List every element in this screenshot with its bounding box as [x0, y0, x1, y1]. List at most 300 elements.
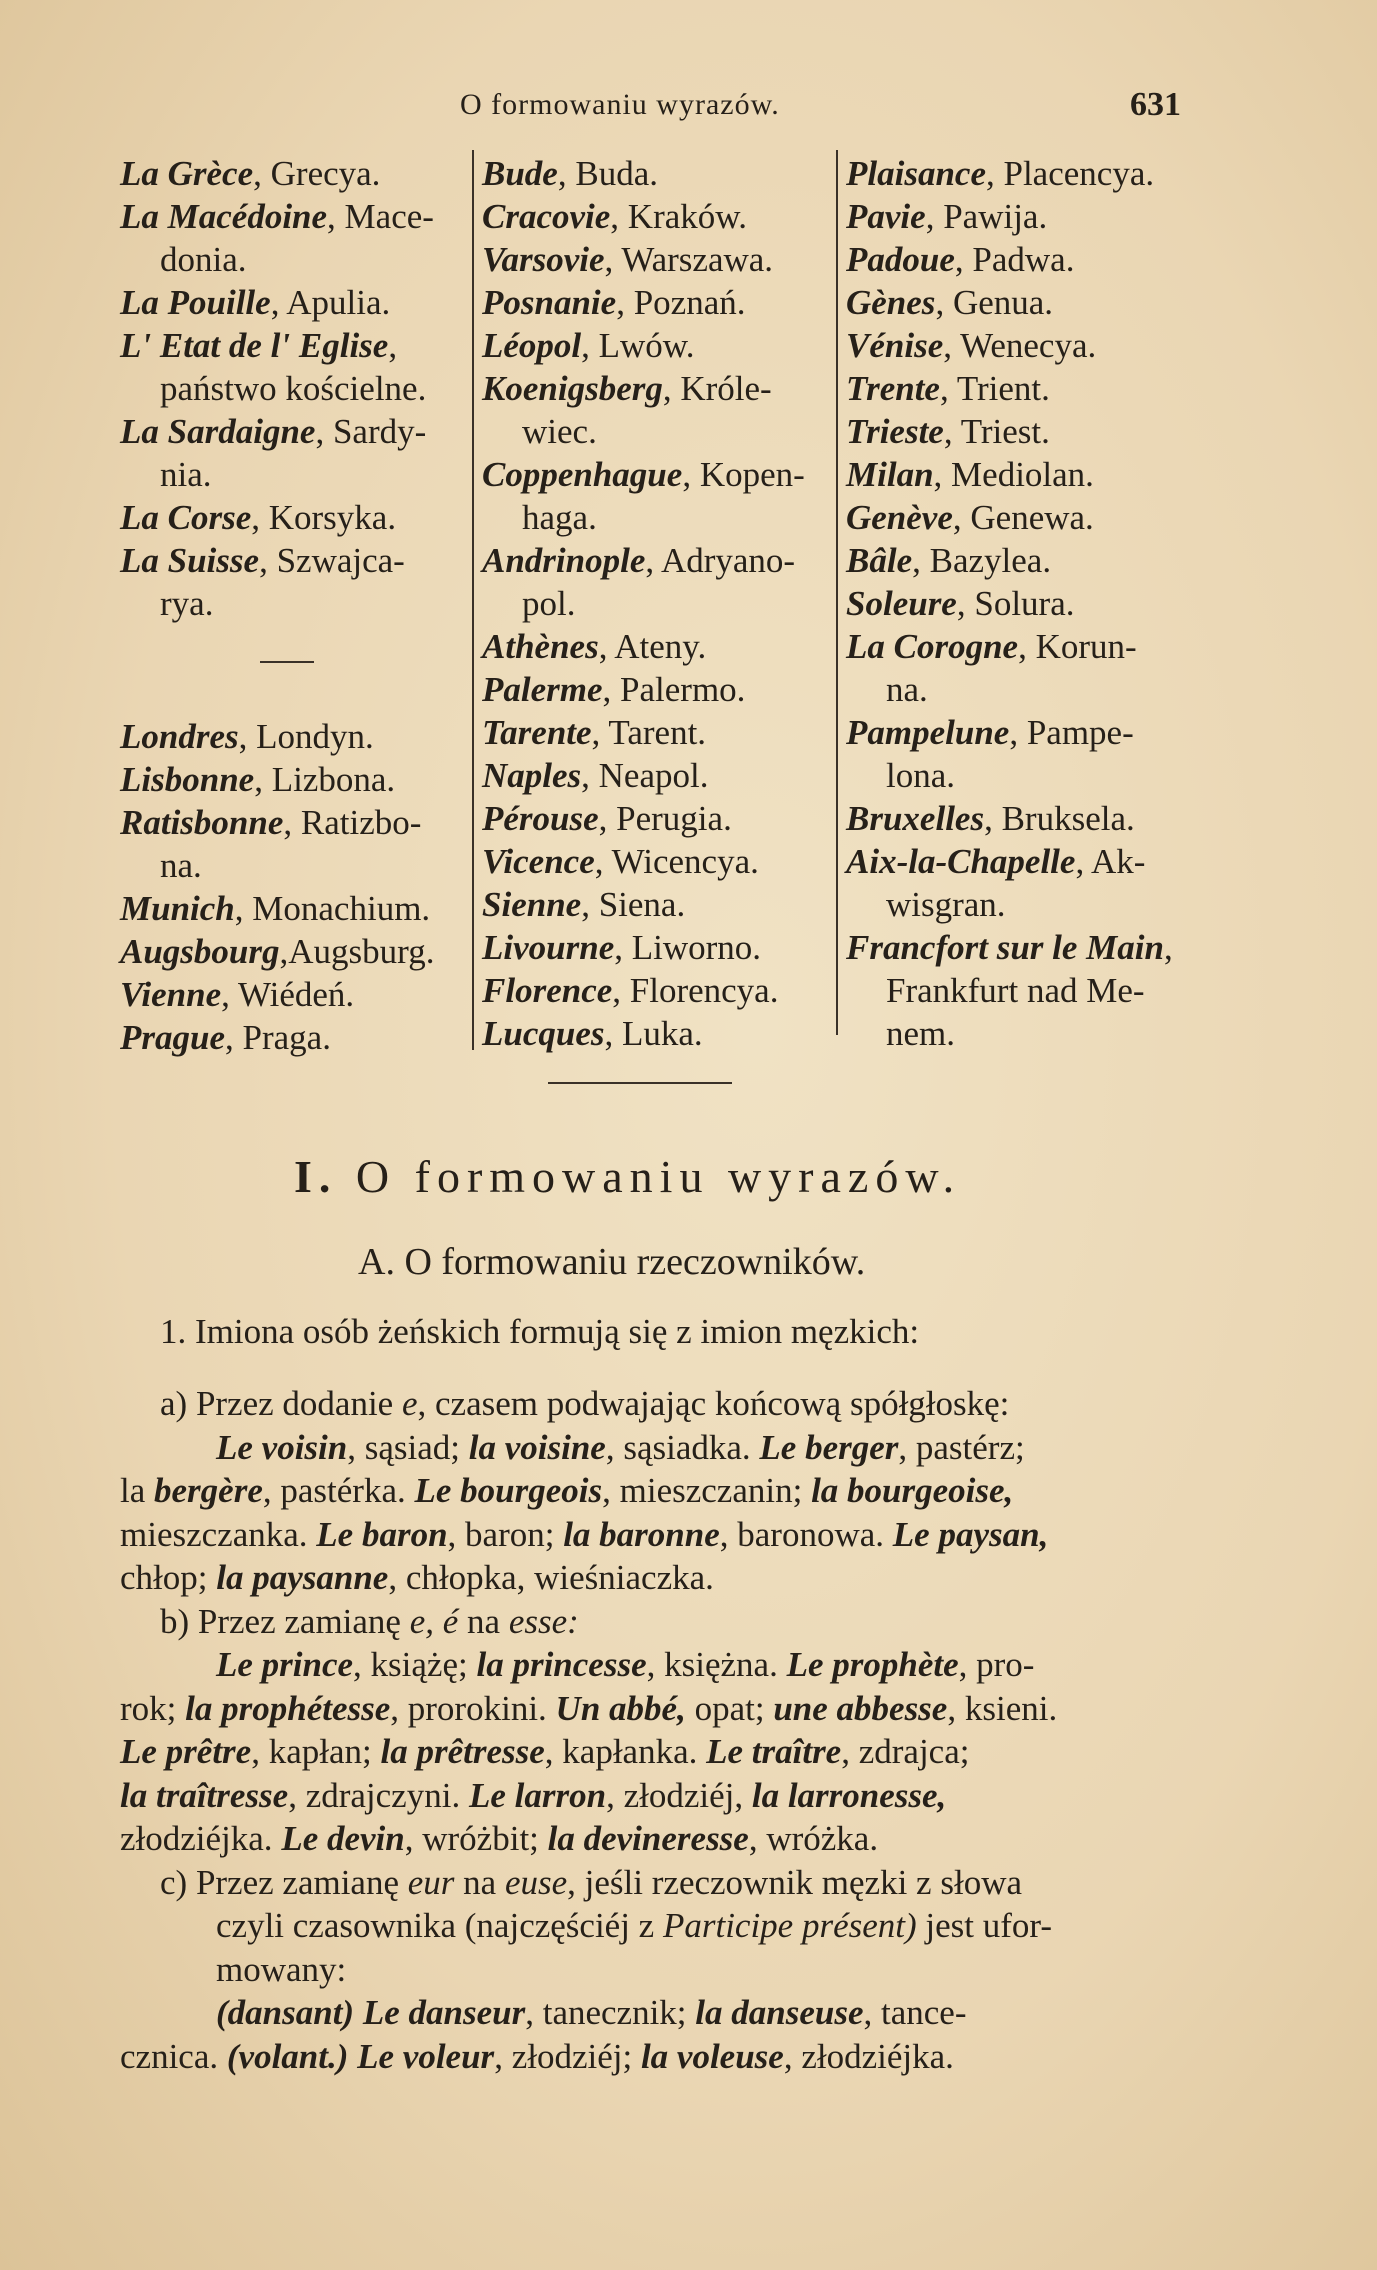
french-name: Aix-la-Chapelle — [846, 842, 1076, 881]
french-term: la danseuse — [695, 1993, 864, 2032]
polish-text: , prorokini. — [390, 1688, 556, 1728]
place-entry — [846, 453, 1196, 496]
entry-line — [482, 539, 834, 582]
place-entry — [120, 324, 460, 410]
entry-line — [846, 496, 1196, 539]
place-entry — [846, 324, 1196, 367]
polish-name: , Korsyka. — [251, 498, 397, 537]
column-divider — [836, 150, 838, 1035]
polish-name: , Lwów. — [581, 326, 695, 365]
french-term: Le paysan, — [892, 1514, 1049, 1554]
place-entry — [482, 969, 834, 1012]
entry-line — [120, 801, 460, 844]
place-entry — [120, 1016, 460, 1059]
french-name: Cracovie — [482, 197, 611, 236]
text-line — [120, 1469, 1200, 1513]
polish-name-continued: donia. — [160, 240, 247, 279]
french-term: Le devin — [281, 1819, 405, 1858]
polish-name-continued: nia. — [160, 455, 212, 494]
text-line — [120, 1991, 1200, 2035]
text-line — [120, 1948, 1200, 1992]
place-entry — [846, 195, 1196, 238]
place-entry — [846, 582, 1196, 625]
entry-line — [482, 324, 834, 367]
french-term: eur — [407, 1862, 455, 1902]
entry-line — [120, 539, 460, 582]
entry-line — [846, 367, 1196, 410]
place-entry — [482, 883, 834, 926]
polish-text: , pastérz; — [898, 1427, 1025, 1467]
entry-line — [482, 969, 834, 1012]
french-name: Plaisance — [846, 154, 986, 193]
polish-name: , Bruksela. — [984, 799, 1135, 838]
french-term: Le baron — [316, 1514, 448, 1554]
polish-text: opat; — [685, 1688, 774, 1728]
entry-line — [482, 367, 834, 410]
text-line — [120, 1774, 1200, 1818]
french-term: la prophétesse — [185, 1688, 391, 1728]
entry-line — [846, 711, 1196, 754]
section-separator — [548, 1082, 732, 1084]
entry-line — [120, 410, 460, 453]
polish-name-continued: haga. — [522, 498, 597, 537]
rule-b-heading — [120, 1600, 1200, 1644]
polish-name: , Praga. — [225, 1018, 331, 1057]
entry-line — [482, 926, 834, 969]
polish-name: , Tarent. — [591, 713, 707, 752]
polish-name: , Pawija. — [925, 197, 1048, 236]
french-name: La Suisse — [120, 541, 260, 580]
running-header: O formowaniu wyrazów. — [460, 88, 780, 121]
place-entry — [846, 367, 1196, 410]
polish-name-continued: państwo kościelne. — [160, 369, 427, 408]
polish-text: czyli czasownika (najczęściéj z — [216, 1906, 663, 1945]
polish-text: , złodziéj; — [494, 2036, 641, 2076]
polish-text: mieszczanka. — [120, 1514, 317, 1554]
text-line — [120, 1600, 1200, 1644]
place-entry — [482, 238, 834, 281]
french-name: Coppenhague — [482, 455, 683, 494]
french-term: Le larron — [468, 1775, 607, 1815]
french-name: Trieste — [846, 412, 944, 451]
polish-text: złodziéjka. — [120, 1819, 282, 1858]
french-name: Soleure — [846, 584, 957, 623]
french-name: Genève — [846, 498, 953, 537]
french-name: Gènes — [846, 283, 936, 322]
french-term: Le bourgeois — [414, 1471, 603, 1510]
french-name: La Grèce — [120, 154, 254, 193]
polish-name-continued: wiec. — [522, 412, 597, 451]
polish-name-continued: lona. — [886, 756, 956, 795]
french-name: Francfort sur le Main — [846, 928, 1164, 967]
polish-text: , baronowa. — [719, 1514, 893, 1554]
french-name: Ratisbonne — [120, 803, 284, 842]
french-name: La Sardaigne — [120, 412, 316, 451]
entry-line — [482, 840, 834, 883]
place-entry — [120, 973, 460, 1016]
place-entry — [120, 887, 460, 930]
polish-text: na — [454, 1862, 505, 1902]
place-entry — [846, 711, 1196, 797]
entry-line — [120, 496, 460, 539]
polish-text: , zdrajczyni. — [288, 1775, 469, 1815]
french-term: la baronne — [563, 1514, 720, 1554]
polish-name: , Kopen- — [682, 455, 805, 494]
french-name: Livourne — [482, 928, 615, 967]
french-name: Lisbonne — [120, 760, 255, 799]
french-name: La Macédoine — [120, 197, 328, 236]
polish-name: , Ak- — [1075, 842, 1146, 881]
french-name: Naples — [482, 756, 582, 795]
entry-line — [846, 539, 1196, 582]
polish-name: , Pampe- — [1009, 713, 1134, 752]
french-term: e, é — [409, 1601, 459, 1641]
place-entry — [846, 797, 1196, 840]
polish-text: , złodziéj, — [606, 1775, 752, 1815]
entry-line — [846, 152, 1196, 195]
polish-text: , złodziéjka. — [783, 2036, 954, 2076]
entry-line — [846, 582, 1196, 625]
polish-text: , mieszczanin; — [602, 1471, 812, 1510]
polish-name: , Monachium. — [234, 889, 431, 928]
polish-name: , Adryano- — [645, 541, 796, 580]
entry-line — [120, 1016, 460, 1059]
place-entry — [482, 711, 834, 754]
rule-b-examples — [120, 1643, 1200, 1861]
place-entry — [482, 453, 834, 539]
place-entry — [482, 1012, 834, 1055]
polish-name: , Genua. — [935, 283, 1054, 322]
text-line — [120, 1643, 1200, 1687]
rule-paragraph: 1. Imiona osób żeńskich formują się z imion męzkich: — [160, 1312, 920, 1351]
text-line — [120, 1687, 1200, 1731]
entry-line — [846, 324, 1196, 367]
rules-body — [120, 1382, 1200, 2078]
rule-a-examples — [120, 1426, 1200, 1600]
place-entry — [482, 926, 834, 969]
place-entry — [482, 754, 834, 797]
french-name: Bude — [482, 154, 558, 193]
entry-line — [482, 1012, 834, 1055]
polish-name: , Neapol. — [581, 756, 709, 795]
polish-text: , ksieni. — [947, 1688, 1058, 1728]
french-name: Prague — [120, 1018, 225, 1057]
polish-name: , Liworno. — [614, 928, 762, 967]
polish-text: rok; — [120, 1688, 186, 1728]
polish-text: , jeśli rzeczownik męzki z słowa — [567, 1862, 1023, 1902]
polish-text: cznica. — [120, 2036, 227, 2076]
french-term: la princesse — [476, 1645, 647, 1684]
rule-c-examples — [120, 1991, 1200, 2078]
polish-text: c) Przez zamianę — [160, 1862, 408, 1902]
entry-line — [120, 887, 460, 930]
entry-line — [846, 840, 1196, 883]
place-entry — [846, 539, 1196, 582]
entry-line — [120, 715, 460, 758]
french-name: Augsbourg — [120, 932, 280, 971]
place-entry — [120, 152, 460, 195]
french-name: Posnanie — [482, 283, 617, 322]
entry-line — [482, 668, 834, 711]
entries-countries — [120, 152, 460, 625]
french-name: L' Etat de l' Eglise — [120, 326, 389, 365]
french-name: Londres — [120, 717, 239, 756]
french-name: La Pouille — [120, 283, 271, 322]
polish-name: , Wicencya. — [594, 842, 759, 881]
polish-text: , wróżka. — [748, 1819, 879, 1858]
polish-name: , Placencya. — [985, 154, 1155, 193]
entry-line — [482, 238, 834, 281]
polish-name: , Warszawa. — [604, 240, 774, 279]
french-name: Pérouse — [482, 799, 599, 838]
place-entry — [482, 367, 834, 453]
entry-line — [482, 711, 834, 754]
section-title: O formowaniu wyrazów. — [355, 1151, 962, 1202]
polish-name: , Szwajca- — [259, 541, 405, 580]
polish-text: , pro- — [958, 1645, 1035, 1684]
french-name: Bâle — [846, 541, 913, 580]
polish-name: , Londyn. — [238, 717, 374, 756]
entry-line — [846, 926, 1196, 969]
french-name: Pampelune — [846, 713, 1010, 752]
entry-line — [120, 195, 460, 238]
french-name: Vénise — [846, 326, 944, 365]
place-names-column-2 — [482, 152, 834, 1055]
page-number: 631 — [1130, 86, 1181, 123]
polish-name-continued: wisgran. — [886, 885, 1006, 924]
entry-line — [846, 281, 1196, 324]
text-line — [120, 1817, 1200, 1861]
place-entry — [120, 281, 460, 324]
french-term: la traîtresse — [120, 1775, 289, 1815]
polish-name: , Sardy- — [315, 412, 427, 451]
french-name: Vienne — [120, 975, 222, 1014]
polish-text: , chłopka, wieśniaczka. — [388, 1558, 714, 1597]
polish-name: , Poznań. — [616, 283, 746, 322]
place-entry — [120, 496, 460, 539]
polish-text: , tance- — [863, 1993, 967, 2032]
polish-text: jest ufor- — [916, 1906, 1053, 1945]
french-name: Tarente — [482, 713, 592, 752]
french-term: la voisine — [468, 1427, 606, 1467]
polish-text: , książę; — [353, 1645, 477, 1684]
polish-name: , Solura. — [956, 584, 1075, 623]
polish-text: la — [120, 1471, 155, 1510]
french-name: Koenigsberg — [482, 369, 663, 408]
polish-name: , Triest. — [943, 412, 1050, 451]
polish-name: ,Augsburg. — [279, 932, 435, 971]
french-term: esse: — [508, 1601, 579, 1641]
place-entry — [482, 668, 834, 711]
polish-name: , Lizbona. — [254, 760, 396, 799]
polish-name: , — [388, 326, 398, 365]
text-line — [120, 1556, 1200, 1600]
french-term: la voleuse — [640, 2036, 784, 2076]
entry-line — [482, 195, 834, 238]
place-names-column-3 — [846, 152, 1196, 1055]
polish-name: , Mediolan. — [933, 455, 1094, 494]
text-line — [120, 1730, 1200, 1774]
french-term: Le voisin — [216, 1427, 348, 1467]
entry-line — [120, 930, 460, 973]
entry-line — [482, 883, 834, 926]
polish-text: mowany: — [216, 1949, 347, 1989]
polish-name: , — [1164, 928, 1173, 967]
french-name: Sienne — [482, 885, 582, 924]
polish-name: , Trient. — [939, 369, 1050, 408]
section-heading — [294, 1150, 961, 1203]
polish-text: , sąsiadka. — [605, 1427, 760, 1467]
entry-line — [482, 453, 834, 496]
polish-name: , Wiédeń. — [221, 975, 355, 1014]
french-name: Bruxelles — [846, 799, 985, 838]
entry-line — [120, 758, 460, 801]
french-name: Trente — [846, 369, 940, 408]
entry-line — [120, 152, 460, 195]
place-entry — [846, 152, 1196, 195]
polish-text: na — [458, 1601, 509, 1641]
place-entry — [846, 238, 1196, 281]
french-name: Padoue — [846, 240, 955, 279]
place-entry — [482, 625, 834, 668]
place-entry — [482, 281, 834, 324]
polish-name: , Buda. — [557, 154, 658, 193]
french-name: La Corse — [120, 498, 252, 537]
place-names-column-1 — [120, 152, 460, 1059]
french-term: (dansant) Le danseur — [216, 1993, 526, 2032]
french-term: la larronesse, — [751, 1775, 947, 1815]
text-line — [120, 1513, 1200, 1557]
short-dash-divider — [260, 661, 314, 663]
place-entry — [120, 410, 460, 496]
french-name: Florence — [482, 971, 613, 1010]
french-name: Palerme — [482, 670, 603, 709]
entry-line — [846, 195, 1196, 238]
entry-line — [120, 973, 460, 1016]
polish-name: , Grecya. — [253, 154, 381, 193]
place-entry — [120, 195, 460, 281]
polish-name: , Perugia. — [598, 799, 732, 838]
entry-line — [482, 797, 834, 840]
place-entry — [846, 281, 1196, 324]
french-term: (volant.) Le voleur — [226, 2036, 495, 2076]
french-name: Andrinople — [482, 541, 646, 580]
place-entry — [846, 410, 1196, 453]
column-divider — [472, 150, 474, 1050]
polish-name: , Florencya. — [612, 971, 779, 1010]
place-entry — [846, 496, 1196, 539]
polish-name: , Apulia. — [270, 283, 391, 322]
entry-line — [846, 625, 1196, 668]
polish-name: , Kraków. — [610, 197, 748, 236]
place-entry — [482, 324, 834, 367]
polish-text: , pastérka. — [262, 1471, 415, 1510]
polish-name: , Siena. — [581, 885, 686, 924]
polish-name-continued: pol. — [522, 584, 576, 623]
polish-name: , Luka. — [604, 1014, 703, 1053]
place-entry — [846, 840, 1196, 926]
polish-name-continued: na. — [886, 670, 928, 709]
rule-a-heading: a) Przez dodanie e, czasem podwajając końcową spółgłoskę: — [160, 1384, 1010, 1423]
place-entry — [482, 539, 834, 625]
polish-name: , Króle- — [662, 369, 772, 408]
place-entry — [120, 539, 460, 625]
polish-name-continued: Frankfurt nad Me- — [886, 971, 1145, 1010]
entry-line — [482, 152, 834, 195]
place-entry — [120, 715, 460, 758]
french-name: Lucques — [482, 1014, 605, 1053]
french-term: la prêtresse — [380, 1732, 545, 1771]
polish-name-continued: nem. — [886, 1014, 956, 1053]
section-number: I. — [294, 1151, 338, 1202]
french-term: Le traître — [706, 1732, 842, 1771]
polish-name: , Ateny. — [598, 627, 707, 666]
polish-text: , wróżbit; — [404, 1819, 548, 1858]
french-name: Léopol — [482, 326, 582, 365]
text-line — [120, 1861, 1200, 1905]
french-term: Un abbé, — [555, 1688, 686, 1728]
polish-text: , kapłanka. — [544, 1732, 707, 1771]
place-entry — [120, 930, 460, 973]
entry-line — [846, 238, 1196, 281]
polish-name: , Korun- — [1018, 627, 1137, 666]
place-entry — [846, 926, 1196, 1055]
entry-line — [846, 410, 1196, 453]
french-name: Vicence — [482, 842, 595, 881]
text-line — [120, 1426, 1200, 1470]
polish-name: , Bazylea. — [912, 541, 1052, 580]
polish-text: , baron; — [447, 1514, 564, 1554]
place-entry — [120, 758, 460, 801]
french-name: Milan — [846, 455, 934, 494]
french-name: Munich — [120, 889, 235, 928]
french-term: bergère — [154, 1471, 263, 1510]
polish-text: , zdrajca; — [841, 1732, 970, 1771]
french-name: Varsovie — [482, 240, 605, 279]
french-name: La Corogne — [846, 627, 1019, 666]
place-entry — [846, 625, 1196, 711]
french-term: une abbesse — [773, 1688, 948, 1728]
entry-line — [482, 754, 834, 797]
polish-name: , Wenecya. — [943, 326, 1097, 365]
entry-line — [482, 625, 834, 668]
french-term: Le berger — [759, 1427, 899, 1467]
entry-line — [120, 281, 460, 324]
rule-c-text — [120, 1861, 1200, 1992]
place-entry — [120, 801, 460, 887]
polish-name-continued: na. — [160, 846, 202, 885]
place-entry — [482, 797, 834, 840]
french-term: Le prophète — [786, 1645, 959, 1684]
text-line — [120, 2035, 1200, 2079]
polish-name: , Palermo. — [602, 670, 746, 709]
polish-text: , kapłan; — [251, 1732, 381, 1771]
french-term: Le prince — [216, 1645, 354, 1684]
entry-line — [482, 281, 834, 324]
french-name: Athènes — [482, 627, 599, 666]
french-term: Le prêtre — [120, 1732, 252, 1771]
french-name: Pavie — [846, 197, 926, 236]
french-term: Participe présent) — [662, 1906, 917, 1945]
french-term: la bourgeoise, — [811, 1471, 1014, 1510]
french-term: la devineresse — [547, 1819, 749, 1858]
place-entry — [482, 152, 834, 195]
polish-text: chłop; — [120, 1558, 217, 1597]
subsection-heading: A. O formowaniu rzeczowników. — [358, 1241, 866, 1283]
polish-name: , Mace- — [327, 197, 434, 236]
polish-text: , księżna. — [646, 1645, 787, 1684]
polish-name: , Genewa. — [952, 498, 1094, 537]
